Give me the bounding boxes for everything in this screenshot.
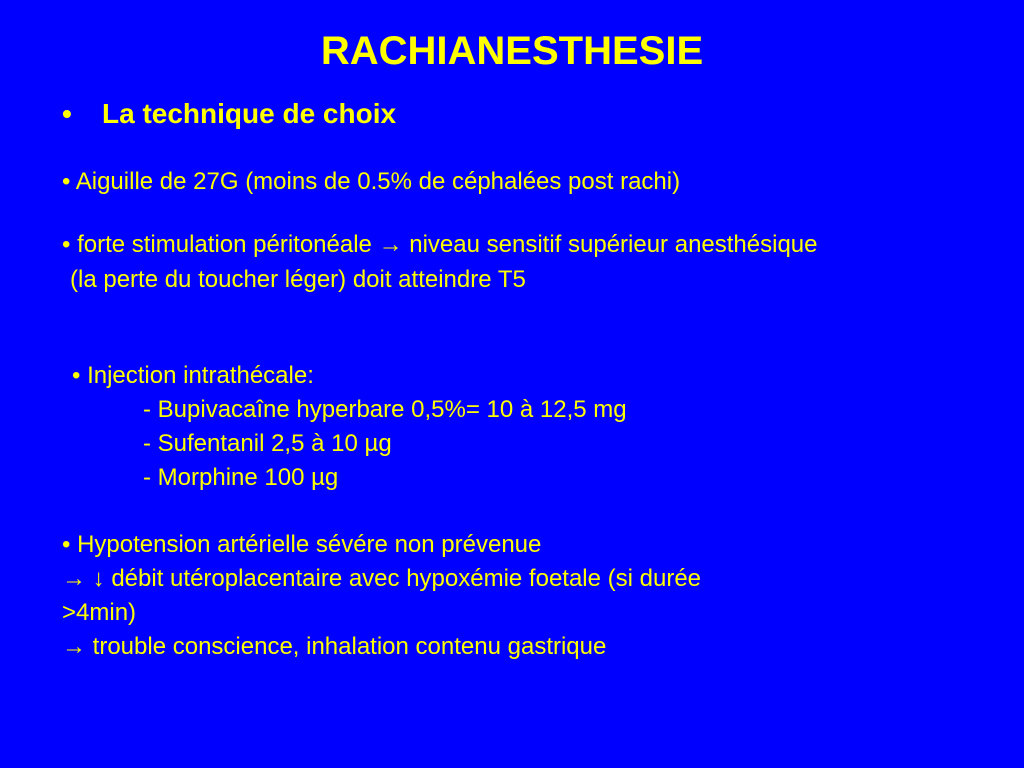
point-hypotension-line4: → trouble conscience, inhalation contenu gastrique bbox=[62, 633, 607, 660]
subtitle-bullet: • bbox=[62, 98, 72, 129]
injection-item-bupivacaine: - Bupivacaîne hyperbare 0,5%= 10 à 12,5 mg bbox=[143, 396, 627, 423]
point-hypotension-line1: • Hypotension artérielle sévére non prévenue bbox=[62, 531, 542, 558]
point-injection-heading: • Injection intrathécale: bbox=[72, 362, 314, 389]
slide-subtitle bbox=[62, 96, 396, 132]
injection-item-morphine: - Morphine 100 µg bbox=[143, 464, 339, 491]
subtitle-text: La technique de choix bbox=[102, 98, 397, 129]
point-stimulation-line1: • forte stimulation péritonéale → niveau sensitif supérieur anesthésique bbox=[62, 231, 818, 258]
point-hypotension-line3: >4min) bbox=[62, 599, 137, 626]
point-hypotension-line2: → ↓ débit utéroplacentaire avec hypoxémie foetale (si durée bbox=[62, 565, 702, 592]
point-stimulation-line2: (la perte du toucher léger) doit atteindre T5 bbox=[70, 266, 526, 293]
injection-item-sufentanil: - Sufentanil 2,5 à 10 µg bbox=[143, 430, 392, 457]
point-needle: • Aiguille de 27G (moins de 0.5% de céphalées post rachi) bbox=[62, 168, 681, 195]
slide-title: RACHIANESTHESIE bbox=[320, 29, 704, 73]
